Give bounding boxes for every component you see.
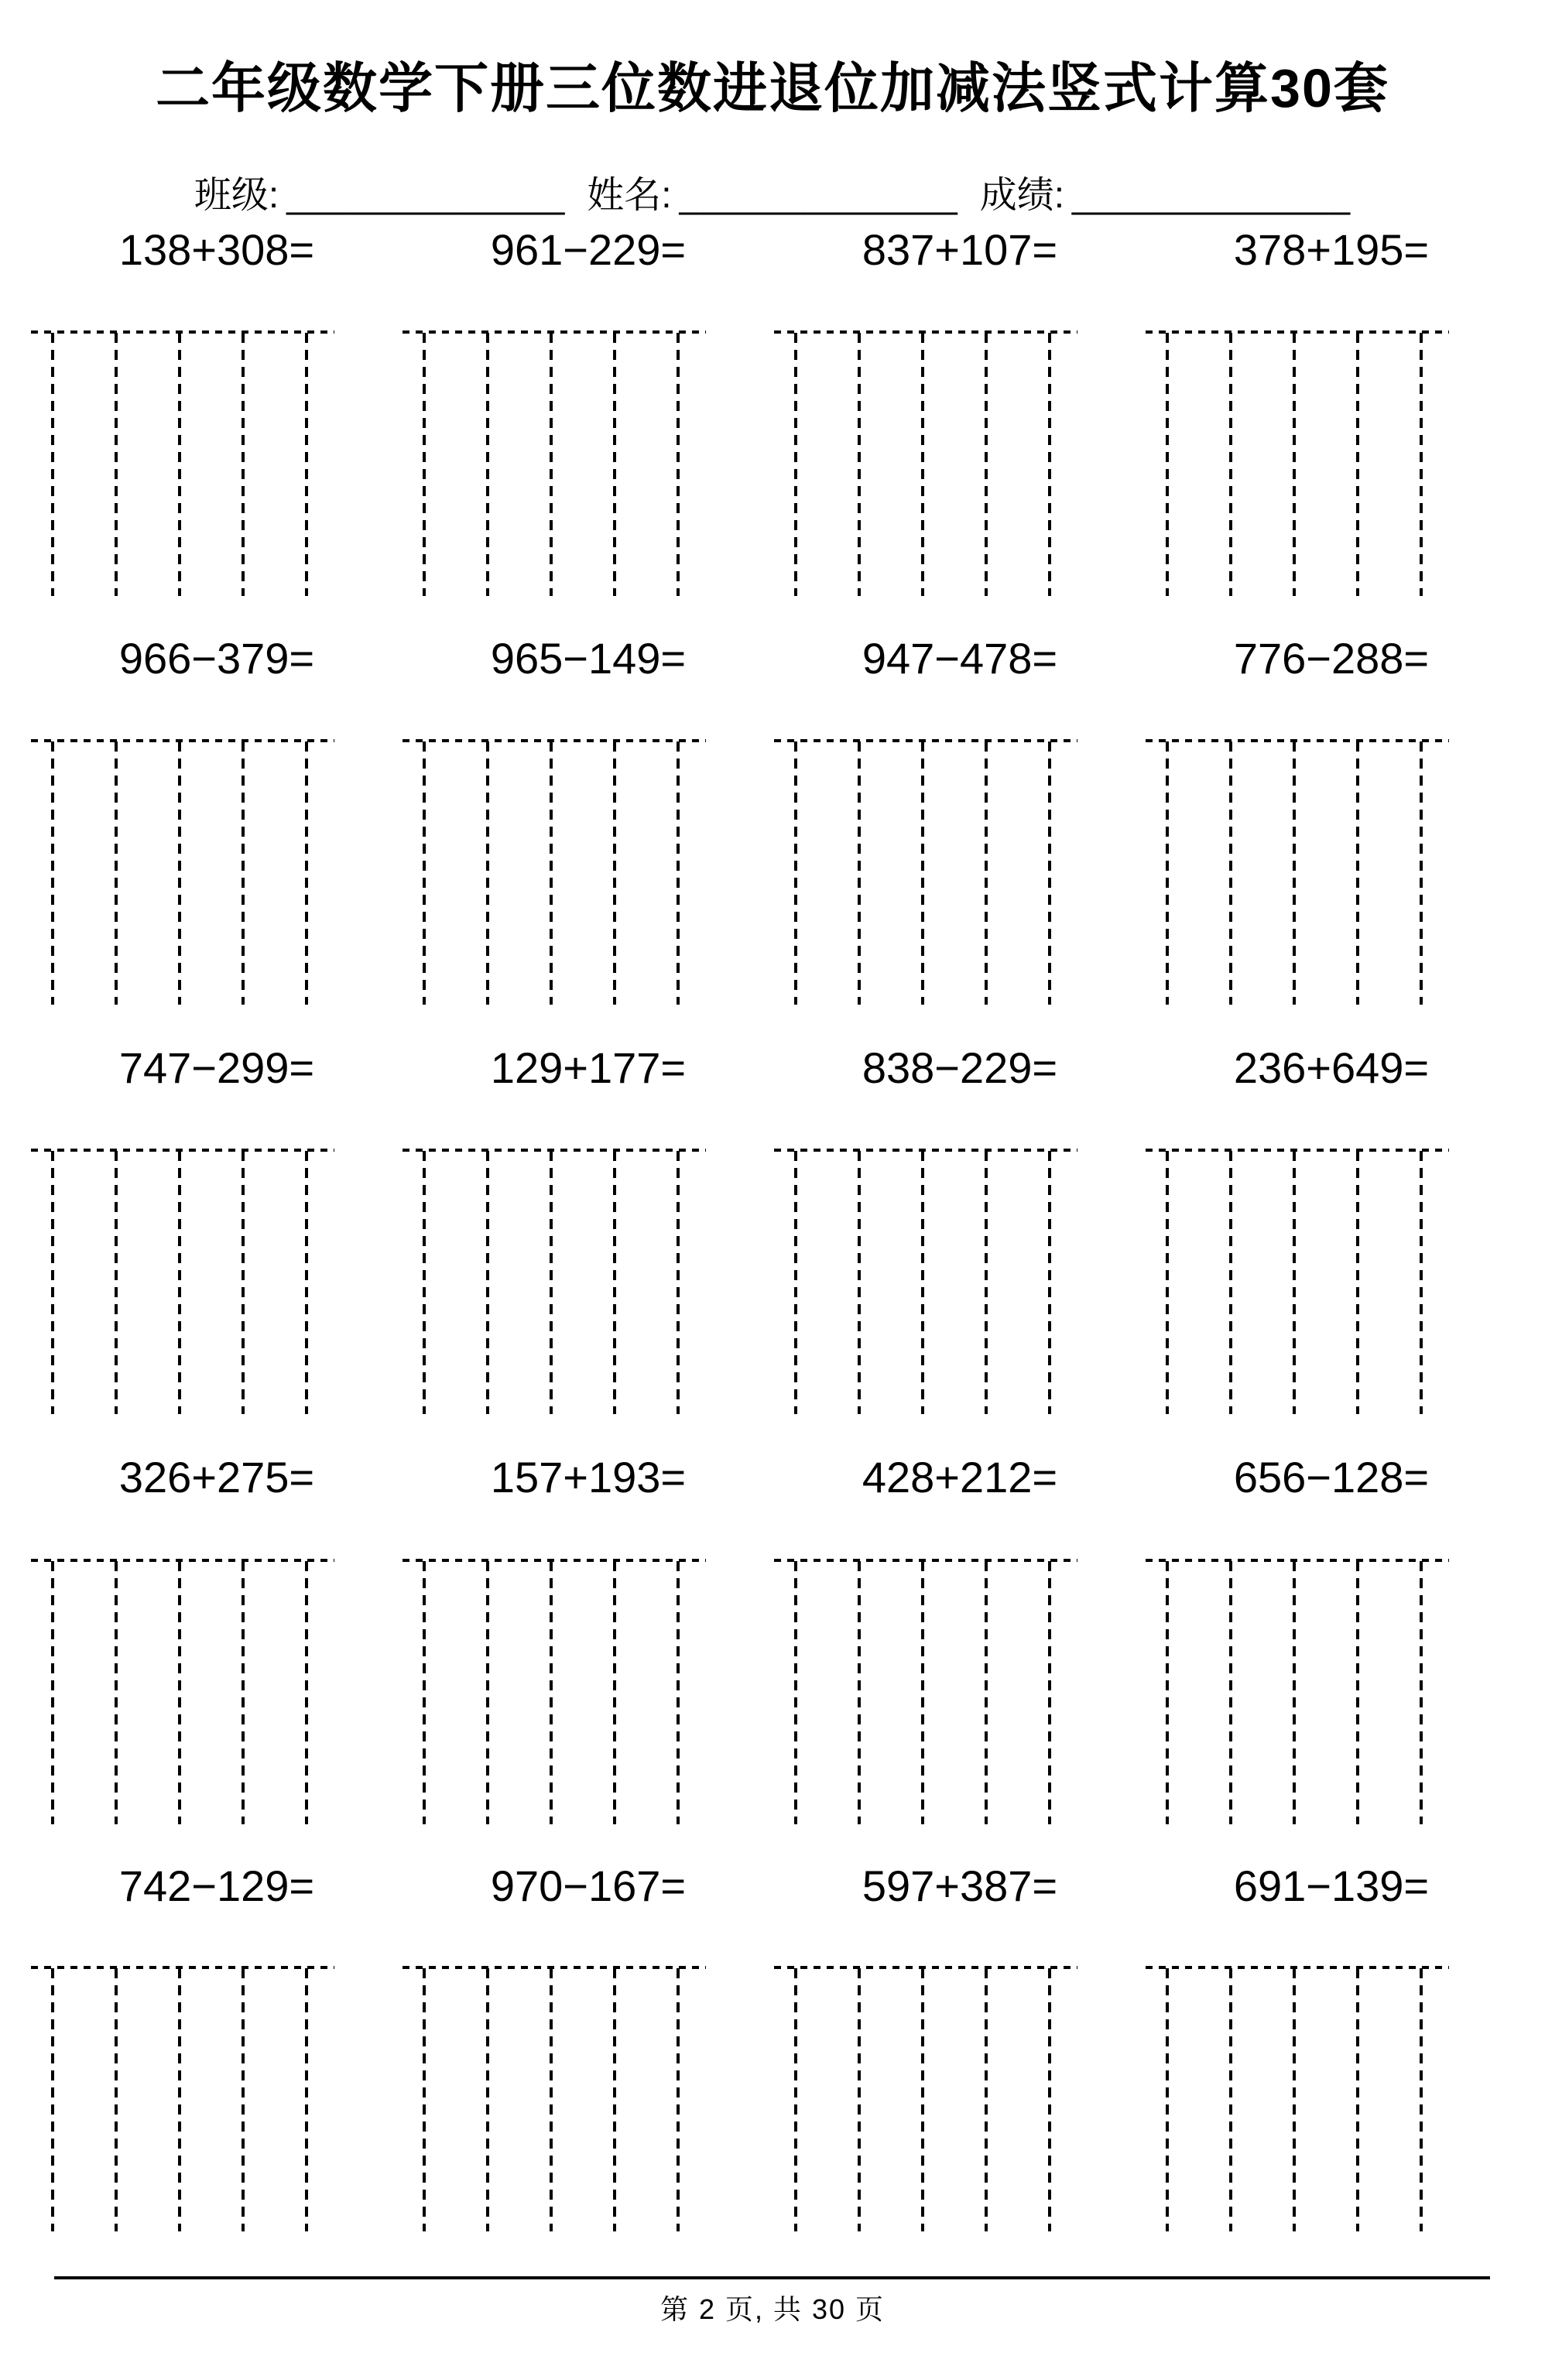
grid-column-line xyxy=(1229,1968,1232,2231)
grid-column-line xyxy=(1166,741,1169,1005)
grid-column-line xyxy=(985,1561,988,1824)
work-grid xyxy=(403,1559,706,1827)
problem: 838−229= xyxy=(862,1043,1058,1092)
page-title: 二年级数学下册三位数进退位加减法竖式计算30套 xyxy=(156,58,1389,118)
problem: 961−229= xyxy=(490,225,687,274)
work-grid xyxy=(31,1966,334,2234)
grid-column-line xyxy=(985,1968,988,2231)
problem: 965−149= xyxy=(490,634,687,683)
grid-column-line xyxy=(1048,1561,1051,1824)
work-grid-row xyxy=(31,739,1517,1007)
name-label: 姓名: xyxy=(587,175,672,216)
grid-column-line xyxy=(677,1968,680,2231)
grid-column-line xyxy=(51,741,54,1005)
grid-column-line xyxy=(486,1968,489,2231)
grid-column-line xyxy=(677,1151,680,1414)
grid-column-line xyxy=(1420,1561,1423,1824)
grid-column-line xyxy=(794,1561,797,1824)
problem-row xyxy=(31,632,1517,686)
grid-column-line xyxy=(794,1968,797,2231)
work-grid xyxy=(774,1149,1077,1416)
grid-column-line xyxy=(921,333,924,596)
grid-column-line xyxy=(242,1561,245,1824)
work-grid xyxy=(31,1149,334,1416)
problem: 236+649= xyxy=(1233,1043,1430,1092)
work-grid xyxy=(1146,330,1449,598)
grid-column-line xyxy=(1356,1151,1359,1414)
student-info-line xyxy=(0,165,1545,218)
grid-column-line xyxy=(1229,333,1232,596)
work-grid-row xyxy=(31,1559,1517,1827)
work-grid xyxy=(1146,1149,1449,1416)
grid-column-line xyxy=(1293,1151,1296,1414)
grid-column-line xyxy=(305,1561,308,1824)
work-grid xyxy=(774,330,1077,598)
grid-column-line xyxy=(51,333,54,596)
grid-column-line xyxy=(550,1561,553,1824)
grid-column-line xyxy=(115,1968,118,2231)
problem: 656−128= xyxy=(1233,1453,1430,1502)
grid-column-line xyxy=(115,1561,118,1824)
score-blank-line: _____________ xyxy=(1072,175,1351,216)
grid-column-line xyxy=(1166,1561,1169,1824)
grid-column-line xyxy=(1356,741,1359,1005)
grid-column-line xyxy=(985,1151,988,1414)
problem: 742−129= xyxy=(118,1861,315,1910)
grid-column-line xyxy=(858,1151,861,1414)
grid-column-line xyxy=(550,1151,553,1414)
grid-column-line xyxy=(613,1968,616,2231)
grid-column-line xyxy=(305,333,308,596)
grid-column-line xyxy=(423,741,426,1005)
grid-column-line xyxy=(486,1151,489,1414)
problem: 747−299= xyxy=(118,1043,315,1092)
grid-column-line xyxy=(550,741,553,1005)
grid-column-line xyxy=(1166,333,1169,596)
grid-column-line xyxy=(1048,1968,1051,2231)
class-blank-line: _____________ xyxy=(286,175,566,216)
grid-column-line xyxy=(242,1151,245,1414)
problem-row xyxy=(31,1450,1517,1505)
grid-column-line xyxy=(423,1968,426,2231)
grid-column-line xyxy=(677,1561,680,1824)
grid-column-line xyxy=(486,741,489,1005)
grid-column-line xyxy=(1166,1151,1169,1414)
grid-column-line xyxy=(242,741,245,1005)
work-grid xyxy=(403,330,706,598)
grid-column-line xyxy=(115,741,118,1005)
grid-column-line xyxy=(794,1151,797,1414)
grid-column-line xyxy=(115,1151,118,1414)
grid-column-line xyxy=(486,333,489,596)
grid-column-line xyxy=(550,333,553,596)
grid-column-line xyxy=(51,1151,54,1414)
problem: 776−288= xyxy=(1233,634,1430,683)
grid-column-line xyxy=(1229,1151,1232,1414)
grid-column-line xyxy=(486,1561,489,1824)
page-number: 第 2 页, 共 30 页 xyxy=(659,2293,886,2325)
problem-row xyxy=(31,223,1517,277)
grid-column-line xyxy=(178,741,181,1005)
grid-column-line xyxy=(858,1561,861,1824)
grid-column-line xyxy=(1420,1151,1423,1414)
grid-column-line xyxy=(423,333,426,596)
grid-column-line xyxy=(1356,1561,1359,1824)
grid-column-line xyxy=(1293,741,1296,1005)
grid-column-line xyxy=(423,1151,426,1414)
grid-column-line xyxy=(858,333,861,596)
problem: 138+308= xyxy=(118,225,315,274)
problem: 970−167= xyxy=(490,1861,687,1910)
grid-column-line xyxy=(858,741,861,1005)
grid-column-line xyxy=(921,741,924,1005)
grid-column-line xyxy=(794,741,797,1005)
problem: 837+107= xyxy=(862,225,1058,274)
grid-column-line xyxy=(794,333,797,596)
grid-column-line xyxy=(858,1968,861,2231)
grid-column-line xyxy=(305,1968,308,2231)
class-label: 班级: xyxy=(194,175,279,216)
grid-column-line xyxy=(305,1151,308,1414)
problem: 378+195= xyxy=(1233,225,1430,274)
work-grid xyxy=(1146,1966,1449,2234)
work-grid xyxy=(403,1149,706,1416)
footer-divider xyxy=(54,2276,1490,2279)
grid-column-line xyxy=(115,333,118,596)
grid-column-line xyxy=(1166,1968,1169,2231)
grid-column-line xyxy=(550,1968,553,2231)
problem: 947−478= xyxy=(862,634,1058,683)
work-grid xyxy=(1146,739,1449,1007)
grid-column-line xyxy=(613,333,616,596)
grid-column-line xyxy=(1356,333,1359,596)
grid-column-line xyxy=(1048,1151,1051,1414)
problem-row xyxy=(31,1859,1517,1913)
grid-column-line xyxy=(242,1968,245,2231)
work-grid xyxy=(403,1966,706,2234)
grid-column-line xyxy=(921,1561,924,1824)
problem: 597+387= xyxy=(862,1861,1058,1910)
work-grid xyxy=(31,739,334,1007)
grid-column-line xyxy=(1356,1968,1359,2231)
grid-column-line xyxy=(1420,741,1423,1005)
grid-column-line xyxy=(985,741,988,1005)
work-grid xyxy=(403,739,706,1007)
grid-column-line xyxy=(178,1968,181,2231)
problem: 129+177= xyxy=(490,1043,687,1092)
grid-column-line xyxy=(1293,1561,1296,1824)
grid-column-line xyxy=(178,1151,181,1414)
grid-column-line xyxy=(921,1151,924,1414)
grid-column-line xyxy=(178,1561,181,1824)
grid-column-line xyxy=(1420,333,1423,596)
grid-column-line xyxy=(677,333,680,596)
work-grid-row xyxy=(31,1966,1517,2234)
work-grid-row xyxy=(31,1149,1517,1416)
problem: 428+212= xyxy=(862,1453,1058,1502)
work-grid xyxy=(774,1966,1077,2234)
grid-column-line xyxy=(423,1561,426,1824)
grid-column-line xyxy=(178,333,181,596)
score-label: 成绩: xyxy=(979,175,1065,216)
problem: 157+193= xyxy=(490,1453,687,1502)
grid-column-line xyxy=(1048,741,1051,1005)
grid-column-line xyxy=(1048,333,1051,596)
work-grid xyxy=(774,1559,1077,1827)
grid-column-line xyxy=(1293,333,1296,596)
problem: 691−139= xyxy=(1233,1861,1430,1910)
problem: 326+275= xyxy=(118,1453,315,1502)
work-grid xyxy=(1146,1559,1449,1827)
grid-column-line xyxy=(1229,1561,1232,1824)
grid-column-line xyxy=(51,1968,54,2231)
grid-column-line xyxy=(613,1561,616,1824)
grid-column-line xyxy=(1420,1968,1423,2231)
work-grid-row xyxy=(31,330,1517,598)
grid-column-line xyxy=(613,1151,616,1414)
grid-column-line xyxy=(985,333,988,596)
work-grid xyxy=(31,330,334,598)
work-grid xyxy=(31,1559,334,1827)
problem-row xyxy=(31,1041,1517,1095)
problem: 966−379= xyxy=(118,634,315,683)
grid-column-line xyxy=(1229,741,1232,1005)
grid-column-line xyxy=(242,333,245,596)
name-blank-line: _____________ xyxy=(679,175,958,216)
grid-column-line xyxy=(677,741,680,1005)
grid-column-line xyxy=(51,1561,54,1824)
grid-column-line xyxy=(613,741,616,1005)
grid-column-line xyxy=(1293,1968,1296,2231)
work-grid xyxy=(774,739,1077,1007)
grid-column-line xyxy=(305,741,308,1005)
grid-column-line xyxy=(921,1968,924,2231)
